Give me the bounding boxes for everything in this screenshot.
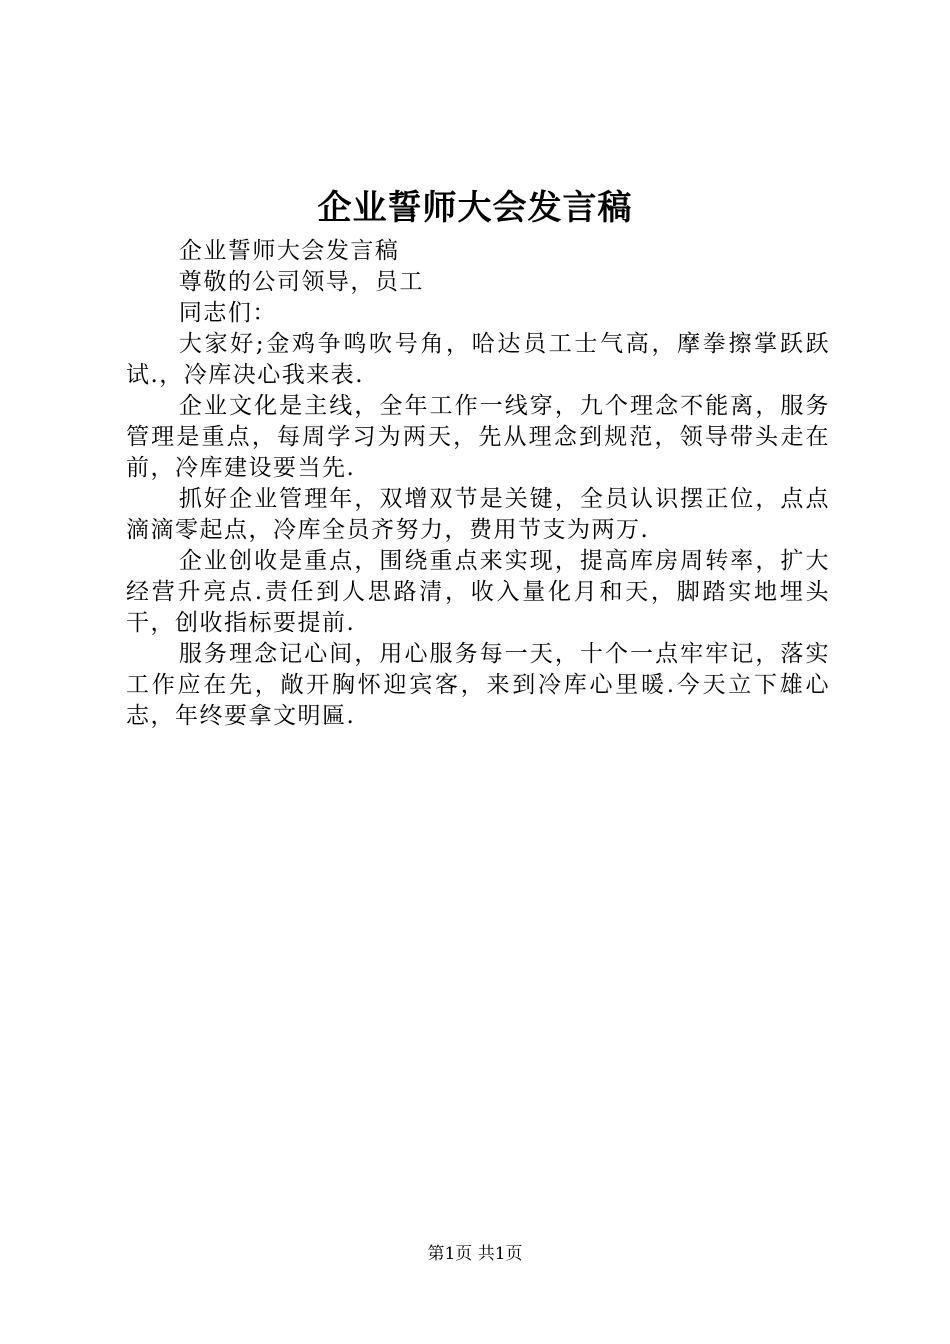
page-footer: 第1页 共1页 [427, 1244, 523, 1264]
paragraph: 同志们： [178, 300, 277, 326]
paragraph: 企业创收是重点，围绕重点来实现，提高库房周转率，扩大经营升亮点.责任到人思路清，收入量化月和天，脚踏实地埋头干，创收指标要提前. [126, 548, 830, 636]
paragraph: 抓好企业管理年，双增双节是关键，全员认识摆正位，点点滴滴零起点，冷库全员齐努力，费用节支为两万. [126, 486, 830, 543]
document-body [126, 236, 830, 732]
paragraph: 企业文化是主线，全年工作一线穿，九个理念不能离，服务管理是重点，每周学习为两天，先从理念到规范，领导带头走在前，冷库建设要当先. [126, 393, 830, 481]
paragraph: 服务理念记心间，用心服务每一天，十个一点牢牢记，落实工作应在先，敞开胸怀迎宾客，来到冷库心里暖.今天立下雄心志，年终要拿文明匾. [126, 641, 830, 729]
paragraph: 大家好;金鸡争鸣吹号角，哈达员工士气高，摩拳擦掌跃跃试.，冷库决心我来表. [126, 331, 830, 388]
paragraph: 企业誓师大会发言稿 [178, 238, 400, 264]
paragraph: 尊敬的公司领导，员工 [178, 269, 424, 295]
page-title: 企业誓师大会发言稿 [317, 188, 633, 228]
